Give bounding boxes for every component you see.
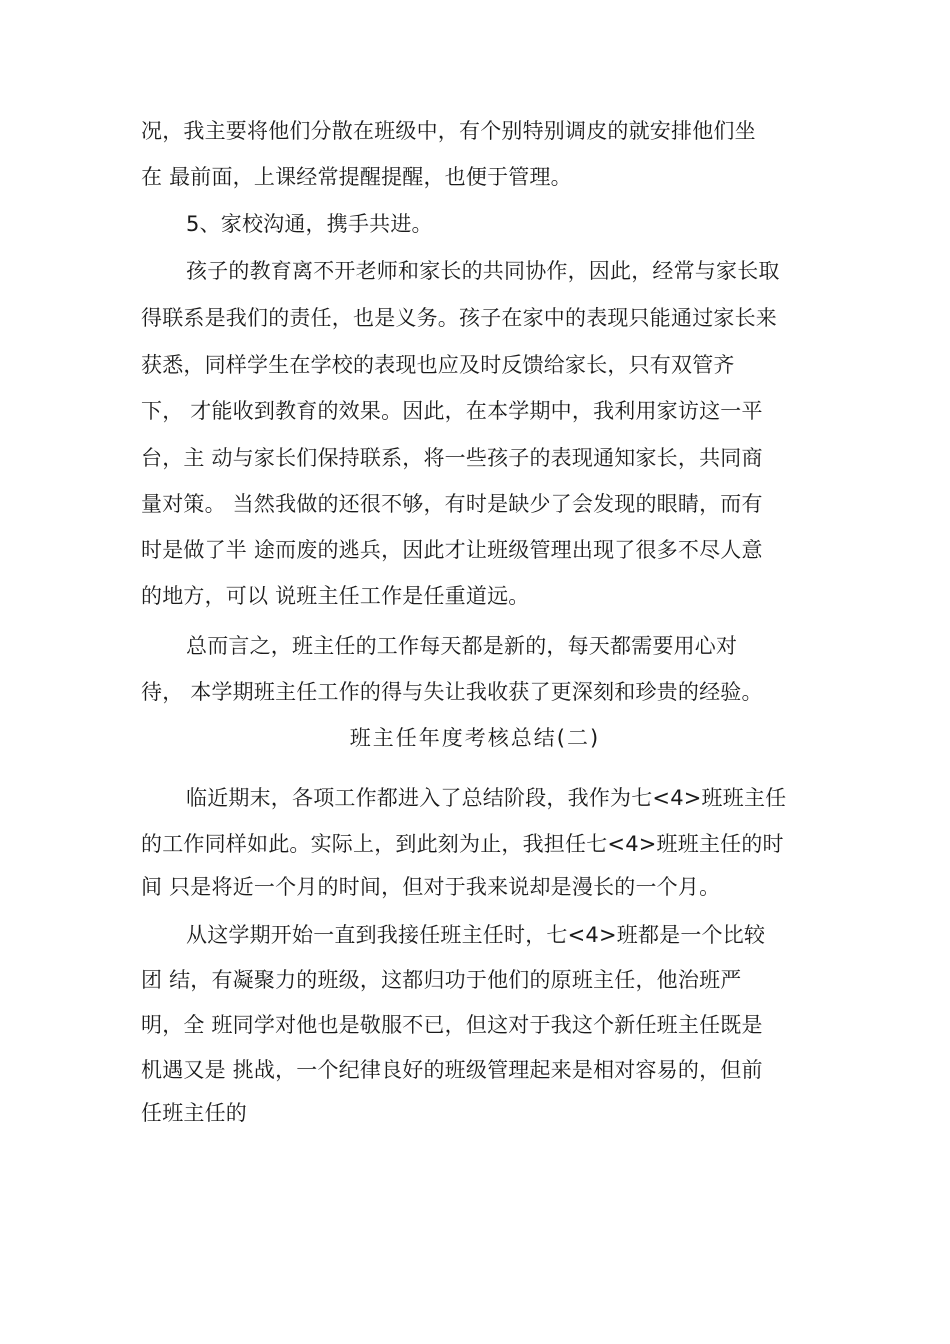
paragraph-line: 况，我主要将他们分散在班级中，有个别特别调皮的就安排他们坐 [141, 119, 756, 143]
paragraph-line: 获悉，同样学生在学校的表现也应及时反馈给家长，只有双管齐 [141, 353, 735, 377]
section-title: 班主任年度考核总结(二) [349, 726, 601, 750]
paragraph-line: 时是做了半 途而废的逃兵，因此才让班级管理出现了很多不尽人意 [141, 538, 763, 562]
paragraph-line: 总而言之，班主任的工作每天都是新的，每天都需要用心对 [186, 634, 738, 658]
paragraph-line: 团 结，有凝聚力的班级，这都归功于他们的原班主任，他治班严 [141, 968, 742, 992]
paragraph-line: 台，主 动与家长们保持联系，将一些孩子的表现通知家长，共同商 [141, 446, 763, 470]
paragraph-line: 任班主任的 [141, 1101, 247, 1125]
paragraph-line: 待， 本学期班主任工作的得与失让我收获了更深刻和珍贵的经验。 [141, 680, 763, 704]
paragraph-line: 明，全 班同学对他也是敬服不已，但这对于我这个新任班主任既是 [141, 1013, 763, 1037]
paragraph-line: 的地方，可以 说班主任工作是任重道远。 [141, 584, 530, 608]
paragraph-line: 机遇又是 挑战，一个纪律良好的班级管理起来是相对容易的，但前 [141, 1058, 763, 1082]
paragraph-line: 在 最前面，上课经常提醒提醒，也便于管理。 [141, 165, 572, 189]
paragraph-line: 的工作同样如此。实际上，到此刻为止，我担任七<4>班班主任的时 [141, 832, 784, 856]
paragraph-line: 下， 才能收到教育的效果。因此，在本学期中，我利用家访这一平 [141, 399, 763, 423]
paragraph-line: 得联系是我们的责任，也是义务。孩子在家中的表现只能通过家长来 [141, 306, 777, 330]
paragraph-line: 孩子的教育离不开老师和家长的共同协作，因此，经常与家长取 [186, 259, 780, 283]
paragraph-line: 间 只是将近一个月的时间，但对于我来说却是漫长的一个月。 [141, 875, 721, 899]
paragraph-line: 量对策。 当然我做的还很不够，有时是缺少了会发现的眼睛，而有 [141, 492, 763, 516]
section-heading: 5、家校沟通，携手共进。 [186, 212, 433, 236]
paragraph-line: 从这学期开始一直到我接任班主任时，七<4>班都是一个比较 [186, 923, 766, 947]
paragraph-line: 临近期末，各项工作都进入了总结阶段，我作为七<4>班班主任 [186, 786, 787, 810]
